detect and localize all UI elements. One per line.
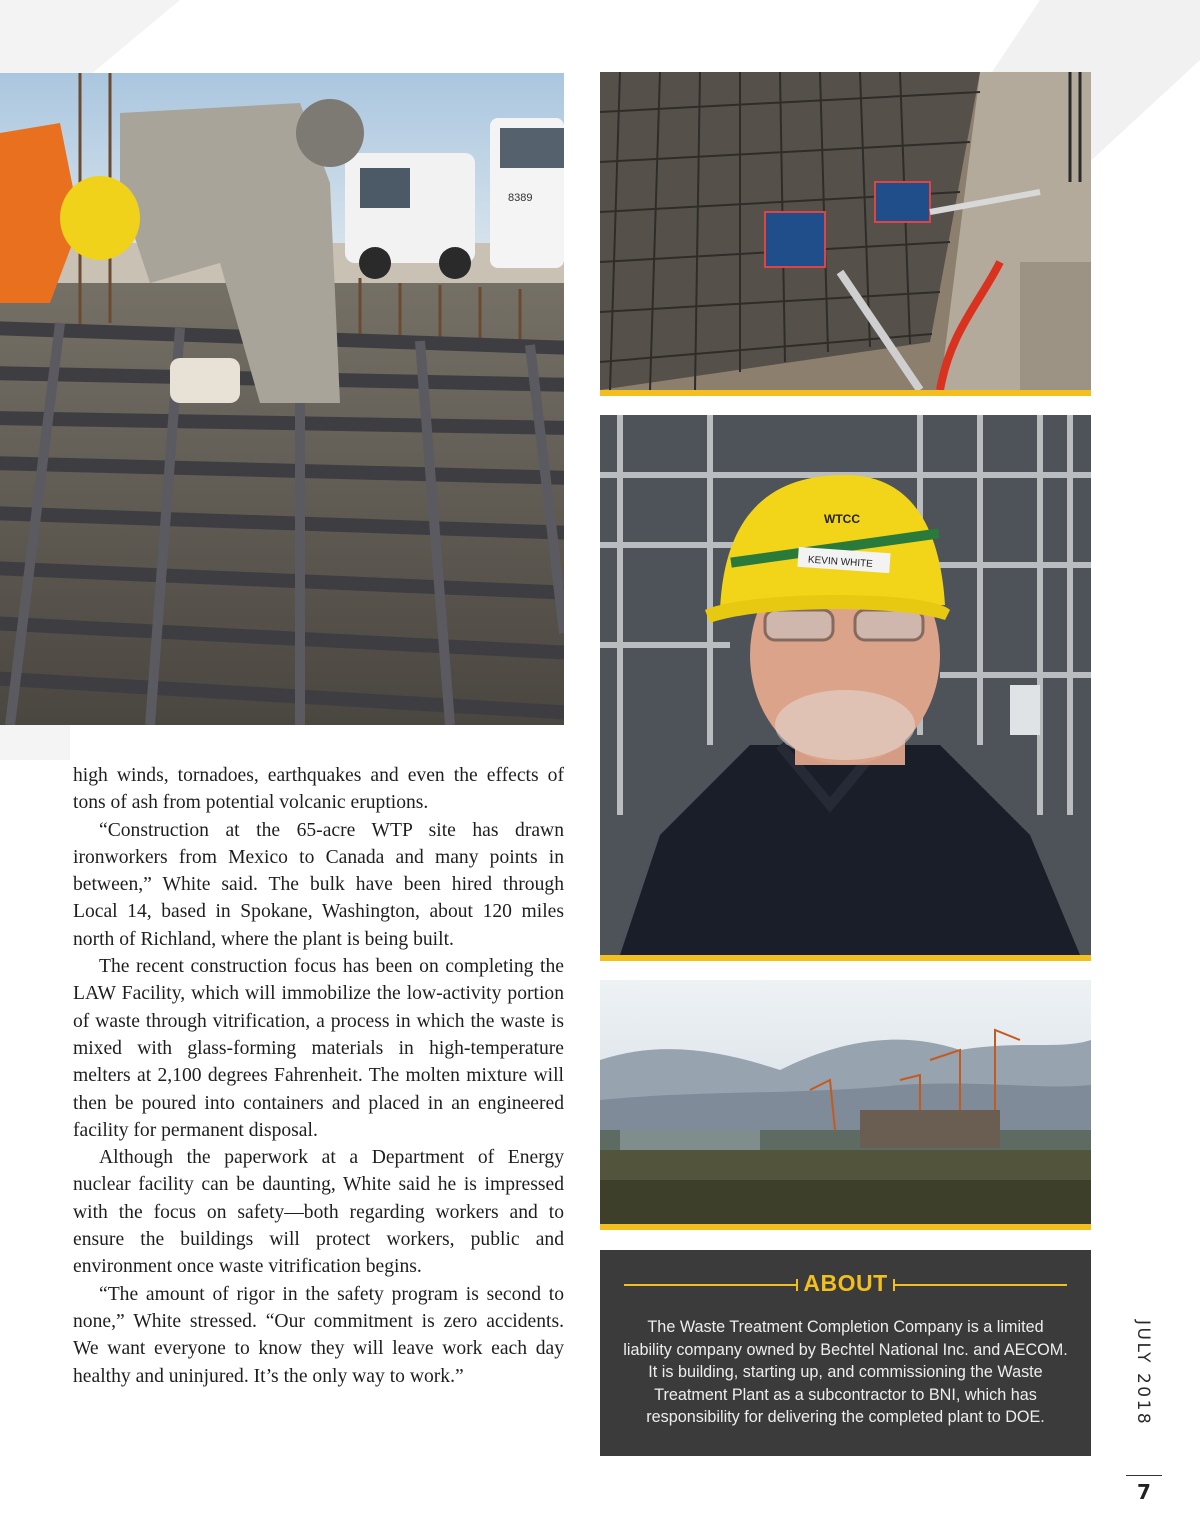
article-paragraph: “The amount of rigor in the safety program is second to none,” White stressed. “Our commitment is zero accidents. We want everyone to know they will leave work each day healthy and uninjured. It’s the only way to work.” (73, 1283, 564, 1387)
rebar-workers-photo (0, 73, 564, 725)
article-paragraph: The recent construction focus has been on completing the LAW Facility, which will immobilize the low-activity portion of waste through vitrification, a process in which the waste is mixed with glass-forming materials in high-temperature melters at 2,100 degrees Fahrenheit. The molten mixture will then be poured into containers and placed in an engineered facility for permanent disposal. (73, 956, 564, 1141)
about-sidebar (600, 1250, 1091, 1456)
page-number: 7 (1137, 1480, 1151, 1504)
article-body (73, 762, 564, 1390)
about-title: ABOUT (803, 1270, 888, 1296)
hard-hat-name-label: KEVIN WHITE (807, 554, 874, 571)
about-rule-left (624, 1284, 796, 1286)
plant-site-photo (600, 980, 1091, 1224)
page-number-rule (1126, 1475, 1162, 1476)
rebar-wall-photo-rule (600, 390, 1091, 396)
article-paragraph: “Construction at the 65-acre WTP site has drawn ironworkers from Mexico to Canada and many points in between,” White said. The bulk have been hired through Local 14, based in Spokane, Washington, about 120 miles north of Richland, where the plant is being built. (73, 819, 564, 950)
about-rule-right (895, 1284, 1067, 1286)
issue-date: JULY 2018 (1133, 1320, 1153, 1427)
plant-photo-rule (600, 1224, 1091, 1230)
rebar-wall-photo (600, 72, 1091, 390)
van-number: 8389 (508, 192, 533, 204)
article-paragraph: high winds, tornadoes, earthquakes and even the effects of tons of ash from potential volcanic eruptions. (73, 765, 564, 814)
about-header (600, 1270, 1091, 1302)
about-text: The Waste Treatment Completion Company is a limited liability company owned by Bechtel National Inc. and AECOM. It is building, starting up, and commissioning the Waste Treatment Plant as a subcontractor to BNI, which has responsibility for delivering the completed plant to DOE. (623, 1318, 1068, 1427)
article-paragraph: Although the paperwork at a Department of Energy nuclear facility can be daunting, White said he is impressed with the focus on safety—both regarding workers and to ensure the buildings will protect workers, public and environment once waste vitrification begins. (73, 1147, 564, 1278)
hard-hat-logo: WTCC (824, 512, 860, 526)
kevin-white-portrait-photo (600, 415, 1091, 955)
portrait-photo-rule (600, 955, 1091, 961)
